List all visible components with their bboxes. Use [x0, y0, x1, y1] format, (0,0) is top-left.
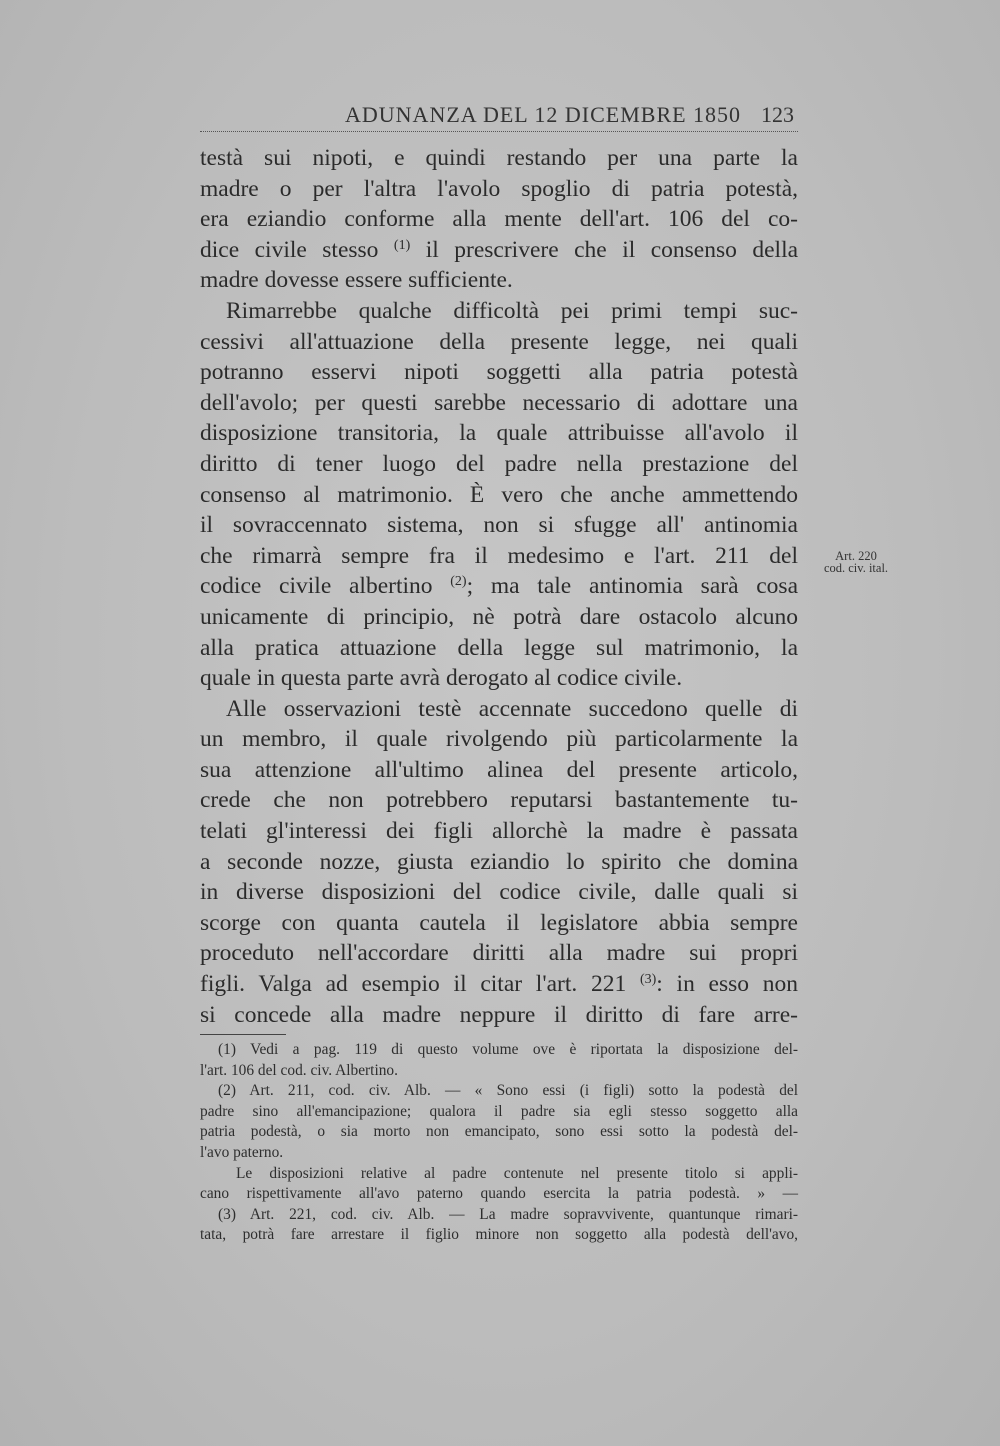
- footnotes: [200, 1040, 798, 1246]
- text-line: un membro, il quale rivolgendo più particolarmente la: [200, 726, 798, 753]
- margin-note: [806, 550, 906, 574]
- text-fragment: figli. Valga ad esempio il citar l'art. 221: [200, 971, 627, 998]
- footnote-line: cano rispettivamente all'avo paterno quando esercita la patria podestà. » —: [200, 1185, 798, 1203]
- text-line: quale in questa parte avrà derogato al codice civile.: [200, 665, 683, 692]
- main-text: [200, 143, 798, 1030]
- footnote-ref-3[interactable]: (3): [639, 972, 657, 988]
- footnote-ref-2[interactable]: (2): [450, 574, 467, 590]
- footnote-line: tata, potrà fare arrestare il figlio minore non soggetto alla podestà dell'avo,: [200, 1226, 798, 1244]
- text-line: potranno esservi nipoti soggetti alla patria potestà: [200, 359, 798, 386]
- running-title: ADUNANZA DEL 12 DICEMBRE 1850: [345, 102, 742, 127]
- text-line: madre o per l'altra l'avolo spoglio di patria potestà,: [200, 175, 798, 202]
- text-line: alla pratica attuazione della legge sul matrimonio, la: [200, 634, 798, 661]
- footnote-line: padre sino all'emancipazione; qualora il padre sia egli stesso soggetto alla: [200, 1102, 798, 1120]
- text-fragment: ; ma tale antinomia sarà cosa: [466, 573, 798, 600]
- footnote-line: (2) Art. 211, cod. civ. Alb. — « Sono essi (i figli) sotto la podestà del: [218, 1082, 798, 1100]
- text-line: crede che non potrebbero reputarsi bastantemente tu-: [200, 787, 798, 814]
- footnote-line: l'art. 106 del cod. civ. Albertino.: [200, 1061, 398, 1079]
- footnote-line: Le disposizioni relative al padre contenute nel presente titolo si appli-: [236, 1164, 798, 1182]
- footnote-line: (1) Vedi a pag. 119 di questo volume ove è riportata la disposizione del-: [218, 1041, 798, 1058]
- text-line: [200, 235, 798, 266]
- page-number: 123: [761, 102, 794, 127]
- text-fragment: dice civile stesso: [200, 236, 379, 263]
- header-rule: [200, 131, 798, 132]
- margin-note-line: cod. civ. ital.: [823, 561, 889, 575]
- text-line: proceduto nell'accordare diritti alla madre sui propri: [200, 940, 798, 967]
- footnote-line: l'avo paterno.: [200, 1143, 284, 1161]
- text-line: in diverse disposizioni del codice civile, dalle quali si: [200, 879, 798, 906]
- text-line: madre dovesse essere sufficiente.: [200, 267, 513, 294]
- text-line: a seconde nozze, giusta eziandio lo spirito che domina: [200, 848, 798, 875]
- text-line: testà sui nipoti, e quindi restando per una parte la: [200, 145, 798, 171]
- footnote-line: (3) Art. 221, cod. civ. Alb. — La madre sopravvivente, quantunque rimari-: [218, 1205, 798, 1223]
- text-line: cessivi all'attuazione della presente legge, nei quali: [200, 328, 798, 355]
- text-line: sua attenzione all'ultimo alinea del presente articolo,: [200, 756, 798, 783]
- text-line: [200, 571, 798, 602]
- footnote-rule: [200, 1034, 286, 1035]
- text-line: disposizione transitoria, la quale attribuisse all'avolo il: [200, 420, 798, 447]
- text-line: il sovraccennato sistema, non si sfugge all' antinomia: [200, 512, 798, 539]
- text-line: [200, 969, 798, 1000]
- footnote-line: patria podestà, o sia morto non emancipato, sono essi sotto la podestà del-: [200, 1123, 798, 1141]
- text-line: consenso al matrimonio. È vero che anche ammettendo: [200, 481, 798, 508]
- text-line: unicamente di principio, nè potrà dare ostacolo alcuno: [200, 603, 798, 630]
- text-line: era eziandio conforme alla mente dell'art. 106 del co-: [200, 206, 798, 233]
- text-fragment: : in esso non: [656, 971, 799, 998]
- text-fragment: codice civile albertino: [200, 573, 433, 600]
- footnote-ref-1[interactable]: (1): [393, 237, 411, 253]
- text-line: Alle osservazioni testè accennate succedono quelle di: [226, 695, 798, 722]
- text-line: che rimarrà sempre fra il medesimo e l'art. 211 del: [200, 542, 798, 569]
- text-line: diritto di tener luogo del padre nella prestazione del: [200, 450, 798, 477]
- text-line: Rimarrebbe qualche difficoltà pei primi tempi suc-: [226, 297, 798, 324]
- margin-note-line: Art. 220: [835, 549, 877, 563]
- page-header: [200, 100, 798, 134]
- text-line: telati gl'interessi dei figli allorchè la madre è passata: [200, 818, 798, 845]
- text-line: si concede alla madre neppure il diritto di fare arre-: [200, 1001, 798, 1028]
- text-line: dell'avolo; per questi sarebbe necessario di adottare una: [200, 389, 798, 416]
- text-fragment: il prescrivere che il consenso della: [425, 236, 799, 263]
- text-line: scorge con quanta cautela il legislatore abbia sempre: [200, 909, 798, 936]
